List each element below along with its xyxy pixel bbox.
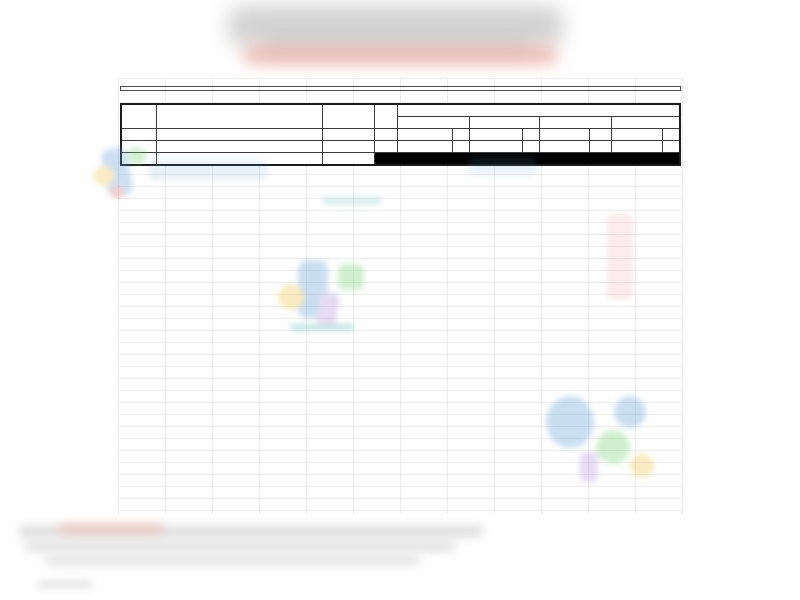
background-blur-smudge-red: [58, 524, 163, 533]
total-nomor-cell: [121, 153, 156, 166]
background-blur-smudge: [38, 580, 93, 589]
header-gap-column: [374, 104, 397, 129]
title-box: [120, 86, 681, 91]
header-dibagi-dengan: [397, 104, 680, 117]
empty-row: [121, 141, 680, 153]
header-partai-politik: [156, 104, 322, 129]
total-value: [322, 153, 374, 166]
header-divisor-3: [469, 117, 539, 129]
header-perolehan-suara: [322, 104, 374, 129]
seat-calculation-table: [120, 103, 681, 166]
blackout-cell: [374, 153, 680, 166]
background-blur-smudge-red: [243, 47, 558, 64]
background-blur-smudge: [18, 526, 483, 537]
background-blur-smudge: [25, 541, 455, 551]
header-divisor-5: [539, 117, 611, 129]
spreadsheet-sheet: [118, 78, 683, 514]
header-divisor-7: [611, 117, 680, 129]
background-blur-smudge: [228, 6, 563, 46]
header-divisor-1: [397, 117, 469, 129]
total-row: [121, 153, 680, 166]
background-blur-smudge: [262, 30, 532, 52]
header-nomor-parpol: [121, 104, 156, 129]
total-label: [156, 153, 322, 166]
spacer-row: [121, 129, 680, 141]
background-blur-smudge: [45, 555, 420, 565]
